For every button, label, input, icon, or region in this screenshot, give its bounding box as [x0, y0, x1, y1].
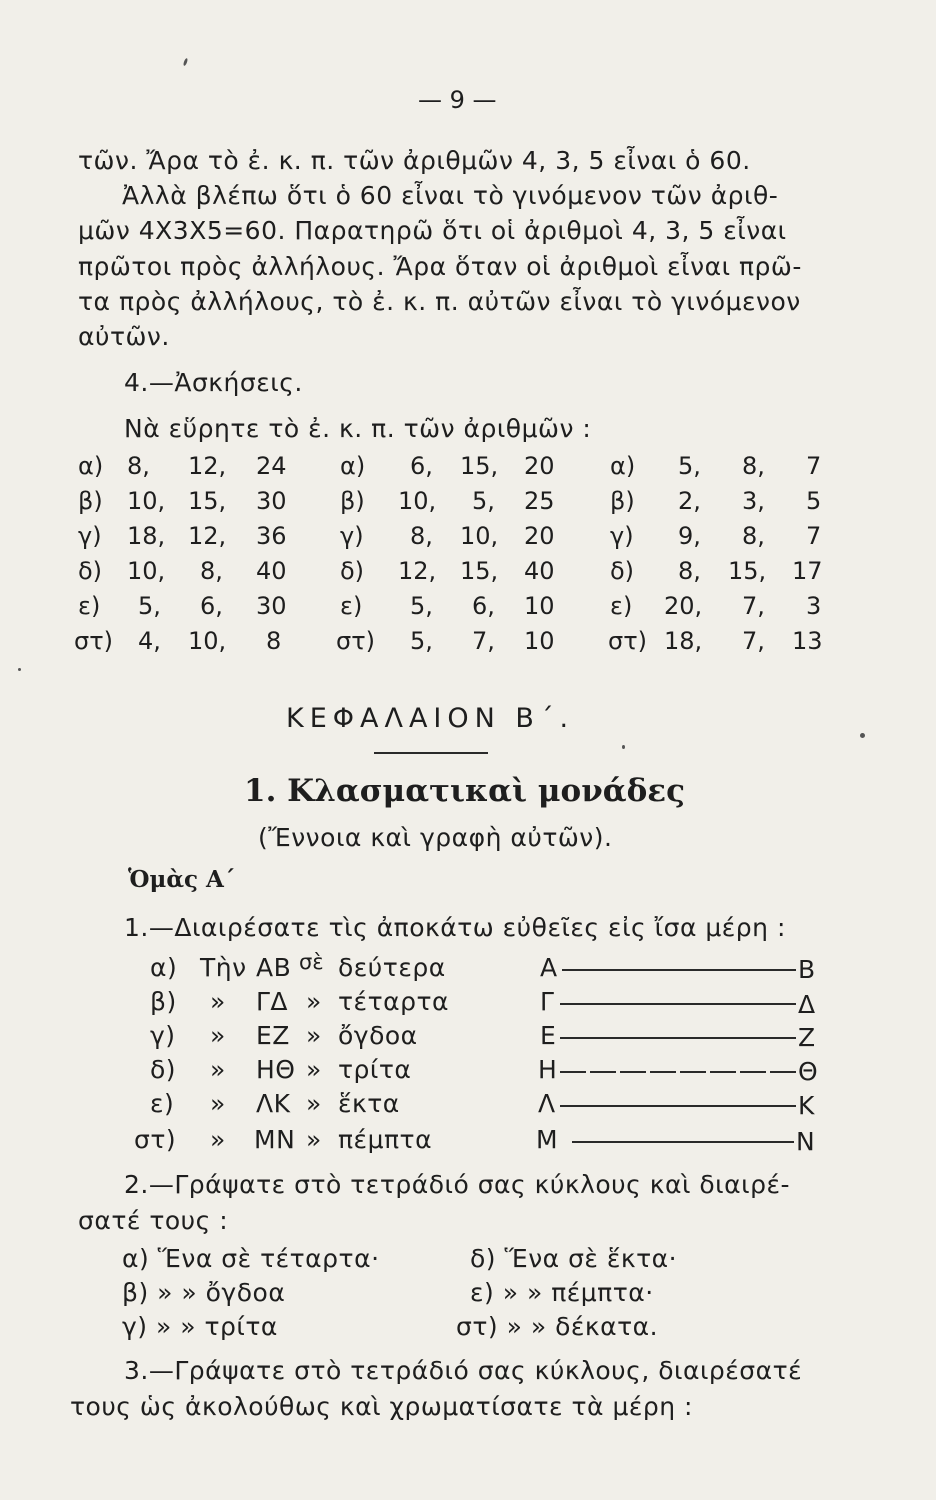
text-line: τα πρὸς ἀλλήλους, τὸ ἐ. κ. π. αὐτῶν εἶναι τὸ γινόμενον	[78, 287, 801, 316]
row-word: Τὴν	[200, 953, 247, 982]
segment-name: ΗΘ	[256, 1055, 296, 1084]
number: 40	[524, 557, 555, 585]
ditto-mark: »	[210, 1125, 226, 1154]
row-label: β)	[340, 487, 365, 515]
number: 30	[256, 487, 287, 515]
number: 8,	[678, 557, 701, 585]
text-line: μῶν 4X3X5=60. Παρατηρῶ ὅτι οἱ ἀριθμοὶ 4, 3, 5 εἶναι	[78, 216, 787, 245]
exercise-prompt-continued: σατέ τους :	[78, 1206, 229, 1235]
number: 30	[256, 592, 287, 620]
print-speck	[183, 58, 189, 67]
print-speck	[860, 733, 865, 738]
number: 36	[256, 522, 287, 550]
circle-task: α) Ἕνα σὲ τέταρτα·	[122, 1244, 380, 1273]
ditto-mark: »	[210, 1055, 226, 1084]
number: 8,	[200, 557, 223, 585]
row-label: ε)	[340, 592, 363, 620]
number: 8,	[410, 522, 433, 550]
number: 6,	[472, 592, 495, 620]
row-label: στ)	[336, 627, 376, 655]
segment-end-label: Ν	[796, 1127, 816, 1156]
number: 13	[792, 627, 823, 655]
row-label: ε)	[150, 1089, 175, 1118]
number: 7	[806, 452, 822, 480]
segment-line	[560, 1105, 796, 1107]
row-label: δ)	[78, 557, 103, 585]
instruction-text: Νὰ εὕρητε τὸ ἐ. κ. π. τῶν ἀριθμῶν :	[124, 414, 592, 443]
print-speck	[18, 668, 21, 671]
exercise-prompt: 3.—Γράψατε στὸ τετράδιό σας κύκλους, διαιρέσατέ	[124, 1356, 803, 1385]
text-line: αὐτῶν.	[78, 322, 170, 351]
segment-start-label: Λ	[538, 1089, 556, 1118]
segment-start-label: Α	[540, 953, 558, 982]
number: 4,	[138, 627, 161, 655]
row-label: α)	[610, 452, 636, 480]
segment-line	[560, 1003, 796, 1005]
segment-start-label: Ε	[540, 1021, 557, 1050]
part-name: ἕκτα	[338, 1089, 400, 1118]
circle-task: ε) » » πέμπτα·	[470, 1278, 654, 1307]
number: 9,	[678, 522, 701, 550]
print-speck	[622, 745, 625, 749]
segment-end-label: Κ	[798, 1091, 815, 1120]
number: 5,	[138, 592, 161, 620]
number: 2,	[678, 487, 701, 515]
exercise-prompt-continued: τους ὡς ἀκολούθως καὶ χρωματίσατε τὰ μέρη :	[70, 1392, 693, 1421]
row-label: γ)	[610, 522, 634, 550]
number: 6,	[200, 592, 223, 620]
segment-start-label: Μ	[536, 1125, 559, 1154]
text-line: πρῶτοι πρὸς ἀλλήλους. Ἄρα ὅταν οἱ ἀριθμοὶ εἶναι πρῶ-	[78, 252, 802, 281]
row-label: στ)	[134, 1125, 177, 1154]
number: 18,	[127, 522, 166, 550]
number: 20,	[664, 592, 703, 620]
number: 12,	[188, 452, 227, 480]
exercise-prompt: 2.—Γράψατε στὸ τετράδιό σας κύκλους καὶ διαιρέ-	[124, 1170, 790, 1199]
number: 6,	[410, 452, 433, 480]
segment-end-label: Θ	[798, 1057, 819, 1086]
number: 10,	[460, 522, 499, 550]
segment-end-label: Ζ	[798, 1023, 816, 1052]
row-label: δ)	[610, 557, 635, 585]
section-subtitle: (Ἔννοια καὶ γραφὴ αὐτῶν).	[258, 823, 613, 852]
number: 17	[792, 557, 823, 585]
row-label: γ)	[150, 1021, 176, 1050]
section-heading: 4.—Ἀσκήσεις.	[124, 368, 303, 397]
chapter-title: ΚΕΦΑΛΑΙΟΝ Β΄.	[286, 703, 575, 734]
number: 18,	[664, 627, 703, 655]
number: 15,	[728, 557, 767, 585]
circle-task: στ) » » δέκατα.	[456, 1312, 659, 1341]
exercise-prompt: 1.—Διαιρέσατε τὶς ἀποκάτω εὐθεῖες εἰς ἴσα μέρη :	[124, 913, 786, 942]
ditto-mark: »	[306, 1055, 322, 1084]
ditto-mark: »	[306, 1125, 322, 1154]
number: 10,	[398, 487, 437, 515]
group-label: Ὁμὰς Α΄	[128, 866, 236, 893]
row-label: ε)	[610, 592, 633, 620]
row-label: β)	[78, 487, 103, 515]
circle-task: δ) Ἕνα σὲ ἕκτα·	[470, 1244, 678, 1273]
segment-end-label: Β	[798, 955, 816, 984]
segment-name: ΛΚ	[256, 1089, 291, 1118]
number: 40	[256, 557, 287, 585]
row-label: ε)	[78, 592, 101, 620]
number: 8,	[742, 452, 765, 480]
segment-name: ΓΔ	[256, 987, 289, 1016]
row-label: γ)	[340, 522, 364, 550]
number: 10,	[127, 557, 166, 585]
number: 8	[266, 627, 282, 655]
segment-line	[562, 969, 796, 971]
row-label: α)	[340, 452, 366, 480]
number: 15,	[460, 557, 499, 585]
number: 10	[524, 592, 555, 620]
section-title: 1. Κλασματικαὶ μονάδες	[244, 773, 685, 809]
number: 25	[524, 487, 555, 515]
text-line: τῶν. Ἄρα τὸ ἐ. κ. π. τῶν ἀριθμῶν 4, 3, 5 εἶναι ὁ 60.	[78, 146, 751, 175]
number: 15,	[460, 452, 499, 480]
number: 5,	[678, 452, 701, 480]
number: 3	[806, 592, 822, 620]
part-name: πέμπτα	[338, 1125, 433, 1154]
chapter-rule	[374, 752, 488, 754]
ditto-mark: »	[306, 1021, 322, 1050]
segment-line	[572, 1141, 794, 1143]
number: 10	[524, 627, 555, 655]
number: 3,	[742, 487, 765, 515]
ditto-mark: »	[210, 1021, 226, 1050]
row-label: δ)	[150, 1055, 177, 1084]
ditto-mark: »	[210, 987, 226, 1016]
segment-name: ΑΒ	[256, 953, 292, 982]
text-line: Ἀλλὰ βλέπω ὅτι ὁ 60 εἶναι τὸ γινόμενον τῶν ἀριθ-	[122, 181, 779, 210]
number: 5	[806, 487, 822, 515]
number: 24	[256, 452, 287, 480]
circle-task: β) » » ὄγδοα	[122, 1278, 286, 1307]
number: 8,	[742, 522, 765, 550]
number: 12,	[398, 557, 437, 585]
circle-task: γ) » » τρίτα	[122, 1312, 278, 1341]
number: 15,	[188, 487, 227, 515]
number: 12,	[188, 522, 227, 550]
part-name: τρίτα	[338, 1055, 412, 1084]
number: 7,	[742, 627, 765, 655]
number: 5,	[472, 487, 495, 515]
ditto-mark: »	[306, 1089, 322, 1118]
row-label: α)	[150, 953, 178, 982]
row-label: γ)	[78, 522, 102, 550]
row-label: α)	[78, 452, 104, 480]
number: 5,	[410, 627, 433, 655]
segment-start-label: Γ	[540, 987, 555, 1016]
number: 10,	[127, 487, 166, 515]
row-label: στ)	[74, 627, 114, 655]
part-name: δεύτερα	[338, 953, 446, 982]
number: 20	[524, 522, 555, 550]
ditto-mark: »	[210, 1089, 226, 1118]
segment-name: ΜΝ	[254, 1125, 296, 1154]
row-word: σὲ	[299, 950, 324, 974]
number: 7	[806, 522, 822, 550]
row-label: β)	[150, 987, 177, 1016]
segment-line	[560, 1071, 796, 1073]
ditto-mark: »	[306, 987, 322, 1016]
number: 7,	[742, 592, 765, 620]
number: 10,	[188, 627, 227, 655]
number: 5,	[410, 592, 433, 620]
segment-line	[560, 1037, 796, 1039]
row-label: β)	[610, 487, 635, 515]
row-label: στ)	[608, 627, 648, 655]
segment-end-label: Δ	[798, 990, 816, 1019]
page-number: — 9 —	[418, 86, 497, 114]
number: 8,	[127, 452, 150, 480]
segment-name: ΕΖ	[256, 1021, 290, 1050]
part-name: ὄγδοα	[338, 1021, 418, 1050]
number: 7,	[472, 627, 495, 655]
row-label: δ)	[340, 557, 365, 585]
segment-start-label: Η	[538, 1055, 558, 1084]
part-name: τέταρτα	[338, 987, 449, 1016]
number: 20	[524, 452, 555, 480]
